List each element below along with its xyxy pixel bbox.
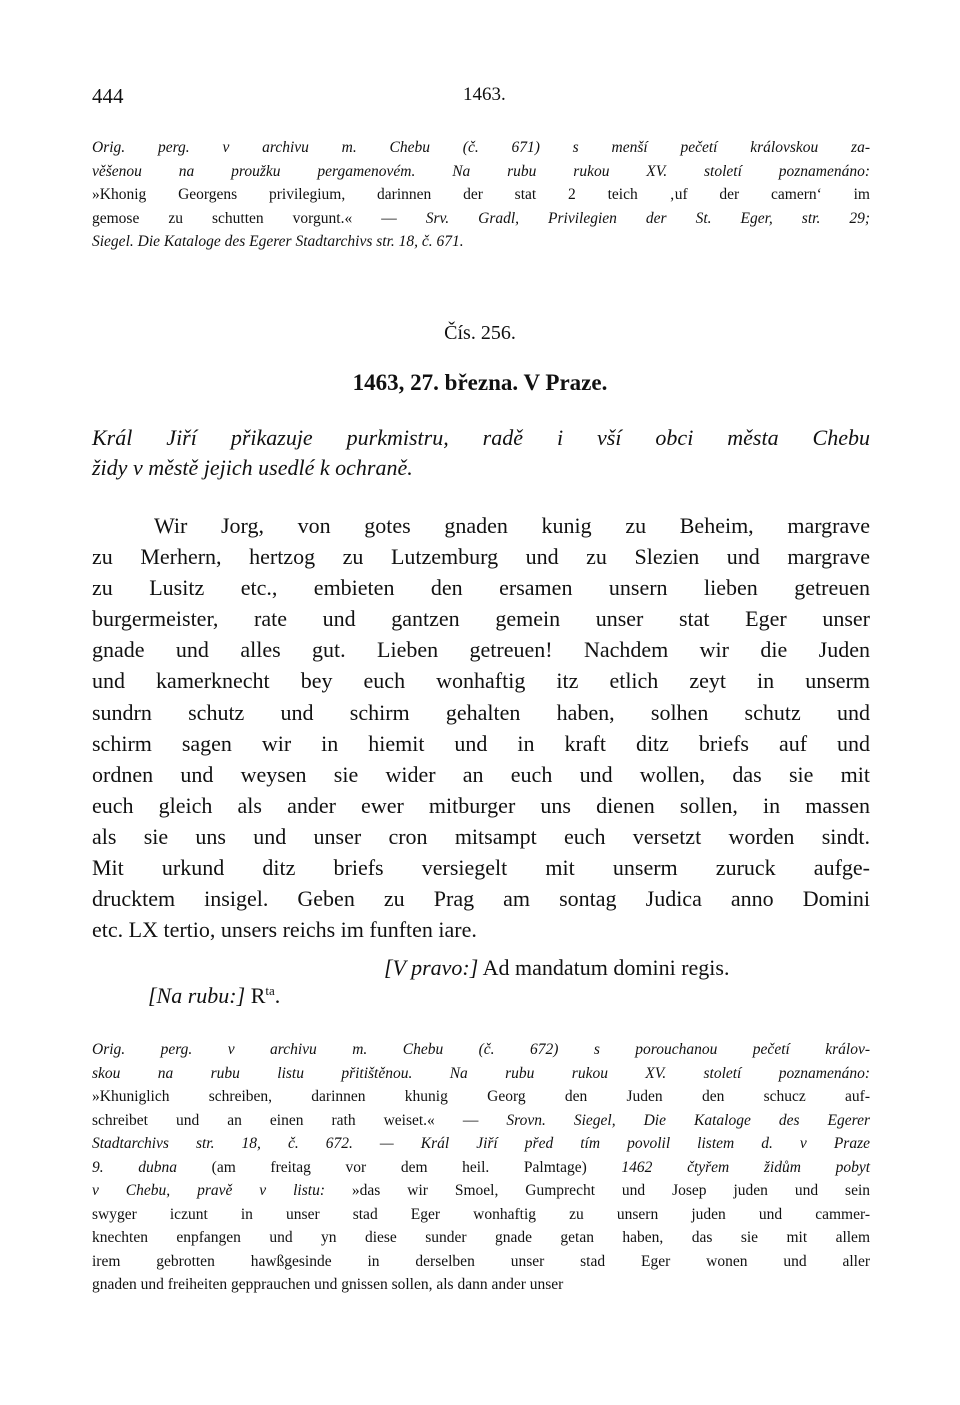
note-segment: gemose zu schutten vorgunt.« — — [92, 209, 426, 227]
note-top — [92, 136, 870, 254]
note-segment: (am freitag vor dem heil. Palmtage) — [177, 1158, 622, 1176]
endorsement-right-text: Ad mandatum domini regis. — [478, 955, 730, 980]
regest — [92, 423, 870, 483]
note-line — [92, 160, 870, 184]
note-segment: 9. dubna — [92, 1158, 178, 1176]
note-segment: »Khuniglich schreiben, darinnen khunig Georg den Juden den schucz auf- — [92, 1088, 870, 1105]
note-line — [92, 1132, 870, 1156]
note-segment: skou na rubu listu přitištěnou. Na rubu rukou XV. století poznamenáno: — [92, 1064, 870, 1082]
note-line — [92, 1179, 870, 1203]
note-bottom — [92, 1038, 870, 1297]
note-line — [92, 183, 870, 207]
note-line — [92, 1038, 870, 1062]
body-line: Wir Jorg, von gotes gnaden kunig zu Beheim, margrave — [154, 513, 870, 538]
body-line: sundrn schutz und schirm gehalten haben, solhen schutz und — [92, 699, 870, 725]
document-number: Čís. 256. — [444, 322, 516, 344]
body-line: zu Lusitz etc., embieten den ersamen unsern lieben getreuen — [92, 575, 870, 601]
body-line: als sie uns und unser cron mitsampt euch versetzt worden sindt. — [92, 823, 870, 849]
note-segment: »das wir Smoel, Gumprecht und Josep juden und sein — [351, 1182, 871, 1199]
body-line: und kamerknecht bey euch wonhaftig itz etlich zeyt in unserm — [92, 668, 870, 694]
endorsement-left-end: . — [274, 983, 281, 1008]
note-segment: »Khonig Georgens privilegium, darinnen der stat 2 teich ‚uf der camern‘ im — [92, 186, 870, 203]
body-line: euch gleich als ander ewer mitburger uns dienen sollen, in massen — [92, 792, 870, 818]
note-segment: schreibet und an einen rath weiset.« — — [92, 1111, 507, 1129]
regest-line: židy v městě jejich usedlé k ochraně. — [92, 455, 413, 480]
note-line — [92, 1273, 870, 1297]
note-line — [92, 1062, 870, 1086]
endorsement-right — [384, 955, 729, 981]
note-segment: Orig. perg. v archivu m. Chebu (č. 671) s menší pečetí královskou za- — [92, 139, 870, 156]
note-segment: swyger iczunt in unser stad Eger wonhaftig zu unsern juden und cammer- — [92, 1205, 870, 1223]
note-line — [92, 1226, 870, 1250]
note-line — [92, 207, 870, 231]
endorsement-left-sup: ta — [265, 983, 275, 998]
note-line — [92, 1109, 870, 1133]
note-segment: věšenou na proužku pergamenovém. Na rubu rukou XV. století poznamenáno: — [92, 162, 870, 180]
note-segment: Orig. perg. v archivu m. Chebu (č. 672) s porouchanou pečetí králov- — [92, 1041, 870, 1058]
note-line — [92, 1203, 870, 1227]
body-line: schirm sagen wir in hiemit und in kraft ditz briefs auf und — [92, 730, 870, 756]
regest-line: Král Jiří přikazuje purkmistru, radě i vší obci města Chebu — [92, 425, 870, 450]
document-date: 1463, 27. března. V Praze. — [352, 370, 608, 395]
note-line — [92, 230, 870, 254]
note-segment: Siegel. Die Kataloge des Egerer Stadtarchivs str. 18, č. 671. — [92, 233, 464, 250]
note-line — [92, 1085, 870, 1109]
note-segment: knechten enpfangen und yn diese sunder gnade getan haben, das sie mit allem — [92, 1229, 870, 1246]
note-segment: gnaden und freiheiten gepprauchen und gnissen sollen, als dann ander unser — [92, 1276, 564, 1293]
body-line: etc. LX tertio, unsers reichs im funften iare. — [92, 917, 477, 943]
note-segment: Stadtarchivs str. 18, č. 672. — Král Jiří před tím povolil listem d. v Praze — [92, 1135, 870, 1152]
note-segment: Srovn. Siegel, Die Kataloge des Egerer — [506, 1111, 871, 1129]
body-line: gnade und alles gut. Lieben getreuen! Nachdem wir die Juden — [92, 637, 870, 663]
note-line — [92, 1156, 870, 1180]
note-segment: irem gebrotten hawßgesinde in derselben unser stad Eger wonen und aller — [92, 1252, 870, 1270]
endorsement-left-text: R — [245, 983, 266, 1008]
endorsement-right-label: [V pravo:] — [384, 955, 479, 980]
note-segment: 1462 čtyřem židům pobyt — [621, 1158, 871, 1176]
body-line: drucktem insigel. Geben zu Prag am sontag Judica anno Domini — [92, 886, 870, 912]
page-number: 444 — [92, 84, 124, 108]
body-line: zu Merhern, hertzog zu Lutzemburg und zu Slezien und margrave — [92, 544, 870, 570]
note-line — [92, 1250, 870, 1274]
body-line: Mit urkund ditz briefs versiegelt mit unserm zuruck aufge- — [92, 855, 870, 881]
note-line — [92, 136, 870, 160]
endorsement-left-label: [Na rubu:] — [148, 983, 246, 1008]
endorsement-left — [148, 983, 280, 1009]
body-line: burgermeister, rate und gantzen gemein unser stat Eger unser — [92, 606, 870, 632]
body-line: ordnen und weysen sie wider an euch und wollen, das sie mit — [92, 761, 870, 787]
running-year: 1463. — [463, 84, 506, 105]
note-segment: Srv. Gradl, Privilegien der St. Eger, str. 29; — [425, 209, 870, 227]
note-segment: v Chebu, pravě v listu: — [92, 1182, 352, 1199]
document-body — [92, 510, 870, 945]
